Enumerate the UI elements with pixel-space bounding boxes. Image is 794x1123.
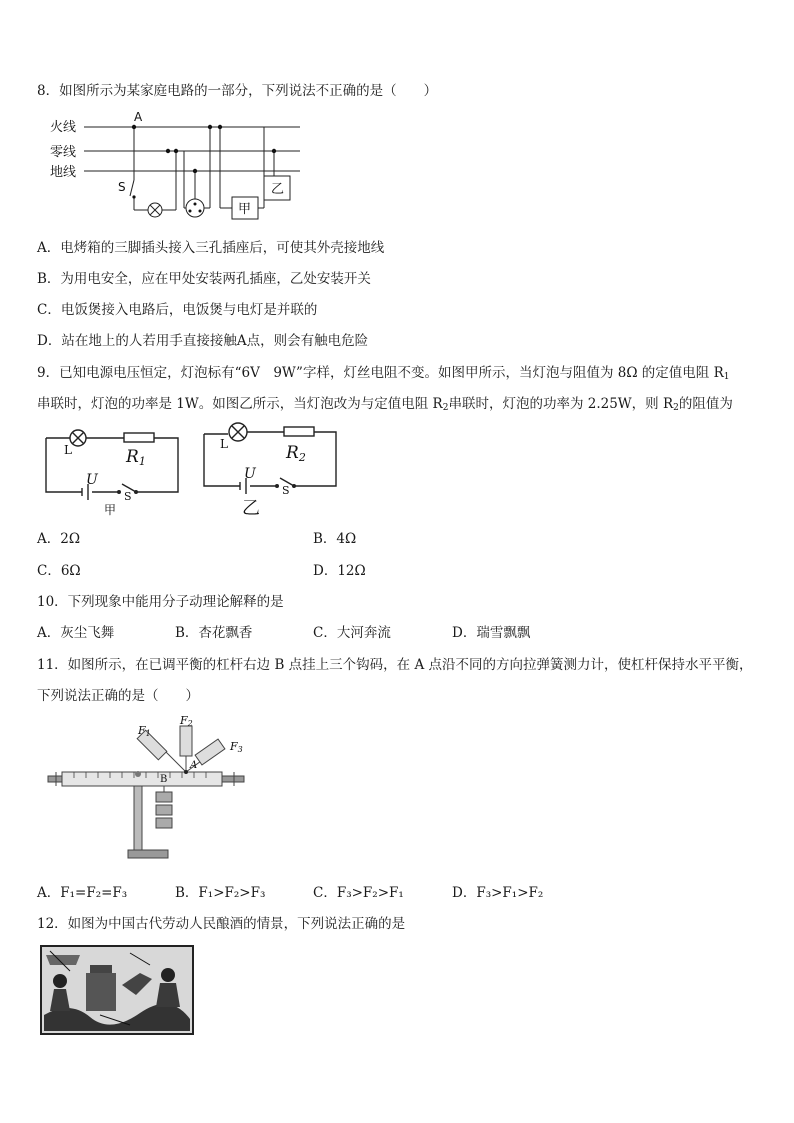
q8-switch-label: S — [118, 180, 126, 194]
q9-yi-caption: 乙 — [242, 498, 260, 519]
q9-option-b: B．4Ω — [313, 531, 357, 547]
q9-jia-resistor-label: R1 — [126, 447, 146, 468]
q10-option-c: C．大河奔流 — [313, 625, 391, 641]
q8-option-a: A．电烤箱的三脚插头接入三孔插座后，可使其外壳接地线 — [37, 240, 385, 256]
q9-stem-line1: 9．已知电源电压恒定，灯泡标有“6V 9W”字样，灯丝电阻不变。如图甲所示，当灯泡与阻值为 8Ω 的定值电阻 $R_1$ — [37, 365, 730, 382]
q11-f1-label: F1 — [138, 724, 151, 738]
q11-stem-line2: 下列说法正确的是（ ） — [37, 688, 199, 704]
q11-option-c: C．F₃>F₂>F₁ — [313, 885, 404, 901]
q9-option-a: A．2Ω — [37, 531, 81, 547]
q11-option-b: B．F₁>F₂>F₃ — [175, 885, 266, 901]
q11-a-label: A — [190, 760, 198, 771]
q9-yi-source-label: U — [244, 466, 256, 482]
q12-winemaking-illustration — [40, 945, 194, 1035]
q8-box-jia: 甲 — [238, 202, 252, 217]
q9-option-c: C．6Ω — [37, 563, 81, 579]
q8-stem: 8．如图所示为某家庭电路的一部分，下列说法不正确的是（ ） — [37, 83, 438, 99]
q8-live-label: 火线 — [50, 120, 77, 135]
q9-yi-lamp-label: L — [220, 437, 228, 451]
q11-option-a: A．F₁=F₂=F₃ — [37, 885, 128, 901]
q11-f3-label: F3 — [230, 740, 243, 754]
q11-lever-figure — [44, 712, 250, 872]
q9-circuit-jia — [40, 422, 190, 522]
q9-jia-caption: 甲 — [104, 503, 117, 517]
q11-b-label: B — [160, 774, 168, 785]
q10-option-a: A．灰尘飞舞 — [37, 625, 115, 641]
q10-stem: 10．下列现象中能用分子动理论解释的是 — [37, 594, 284, 610]
q8-point-a-label: A — [134, 110, 143, 124]
q9-yi-switch-label: S — [282, 484, 290, 497]
q8-neutral-label: 零线 — [50, 145, 77, 160]
q10-option-d: D．瑞雪飘飘 — [452, 625, 531, 641]
q8-circuit-diagram — [40, 108, 320, 228]
q9-jia-lamp-label: L — [64, 443, 72, 457]
q9-jia-source-label: U — [86, 472, 98, 488]
q11-option-d: D．F₃>F₁>F₂ — [452, 885, 544, 901]
q8-box-yi: 乙 — [271, 182, 285, 197]
q10-option-b: B．杏花飘香 — [175, 625, 253, 641]
q12-stem: 12．如图为中国古代劳动人民酿酒的情景，下列说法正确的是 — [37, 916, 406, 932]
q11-f2-label: F2 — [180, 714, 193, 728]
q9-yi-resistor-label: R2 — [286, 443, 306, 464]
q9-option-d: D．12Ω — [313, 563, 366, 579]
q8-option-b: B．为用电安全，应在甲处安装两孔插座，乙处安装开关 — [37, 271, 371, 287]
q8-ground-label: 地线 — [50, 165, 77, 180]
q11-stem-line1: 11．如图所示，在已调平衡的杠杆右边 B 点挂上三个钩码，在 A 点沿不同的方向拉弹簧测力计，使杠杆保持水平平衡， — [37, 657, 753, 673]
q9-stem-line2: 串联时，灯泡的功率是 1W。如图乙所示，当灯泡改为与定值电阻 $R_2$串联时，灯泡的功率为 2.25W，则 $R_2$的阻值为 — [37, 396, 733, 413]
q9-circuit-yi — [198, 418, 348, 524]
q8-option-d: D．站在地上的人若用手直接接触A点，则会有触电危险 — [37, 333, 369, 349]
q8-option-c: C．电饭煲接入电路后，电饭煲与电灯是并联的 — [37, 302, 318, 318]
q9-jia-switch-label: S — [124, 490, 132, 503]
